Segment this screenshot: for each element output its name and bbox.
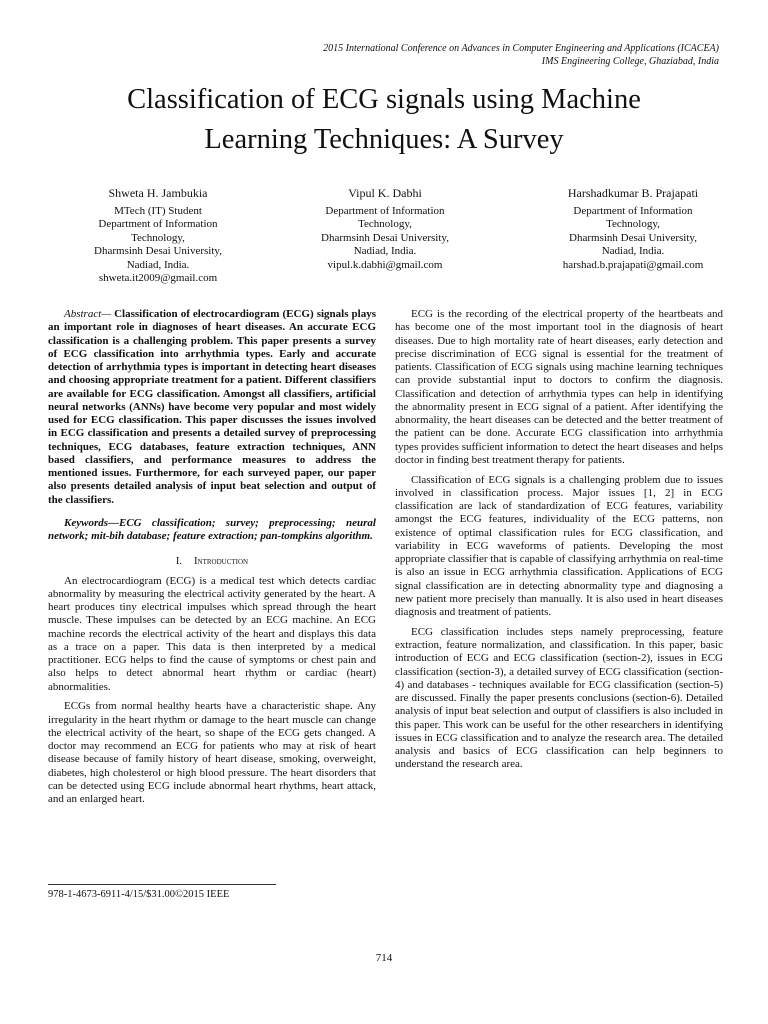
- author-2-name: Vipul K. Dabhi: [348, 186, 422, 200]
- abstract: [48, 308, 376, 507]
- author-3-affiliation-line: Department of Information: [573, 205, 693, 217]
- author-1-affiliation: [43, 205, 273, 285]
- keywords: Keywords—ECG classification; survey; preprocessing; neural network; mit-bih database; feature extraction; pan-tompkins algorithm.: [48, 516, 376, 542]
- abstract-label: Abstract—: [64, 308, 112, 320]
- intro-paragraph-2: ECGs from normal healthy hearts have a characteristic shape. Any irregularity in the heart rhythm or damage to the heart muscle can change the electrical activity of the heart, so shape of the ECG gets changed. A doctor may recommend an ECG for patients who may at risk of heart disease because of family history of heart disease, smoking, overweight, diabetes, high cholesterol or high blood pressure. The heart disorders that can be detected using ECG include abnormal heart rhythms, heart attack, and an enlarged heart.: [48, 700, 376, 805]
- author-1-affiliation-line: MTech (IT) Student: [114, 205, 202, 217]
- author-2-affiliation-line: Dharmsinh Desai University,: [321, 231, 449, 244]
- author-2-affiliation-line: Nadiad, India.: [353, 245, 417, 258]
- section-heading: [48, 555, 376, 568]
- author-3-affiliation: [518, 205, 748, 272]
- author-1-affiliation-line: Department of Information: [98, 218, 218, 231]
- section-title: Introduction: [194, 556, 249, 568]
- conference-name: 2015 International Conference on Advances in Computer Engineering and Applications (ICACEA): [323, 43, 719, 54]
- intro-paragraph-4: Classification of ECG signals is a challenging problem due to issues involved in classification process. Major issues [1, 2] in ECG classification are lack of standardization of ECG features, variability amongst the ECG features, individuality of the ECG patterns, non existence of optimal classification rules for ECG classification, and variability in ECG waveforms of patients. Developing the most appropriate classifier that is capable of classifying arrhythmia on real-time is also an issue in ECG arrhythmia classification. Applications of ECG signal classification are in detecting abnormality type and diagnosing a new patient more precisely than manually. It is also used in heart diseases diagnosis and treatment of patients.: [395, 473, 723, 618]
- page-number: 714: [375, 952, 393, 964]
- author-1-affiliation-line: Nadiad, India.: [126, 258, 190, 271]
- author-3-affiliation-line: Nadiad, India.: [601, 245, 665, 258]
- copyright-footnote: 978-1-4673-6911-4/15/$31.00©2015 IEEE: [48, 889, 230, 900]
- author-1-affiliation-line: Technology,: [131, 231, 185, 244]
- paper-title-line-1: Classification of ECG signals using Machine: [127, 84, 641, 115]
- author-1-email: shweta.it2009@gmail.com: [98, 272, 218, 285]
- paper-title-line-2: Learning Techniques: A Survey: [204, 124, 564, 155]
- intro-paragraph-5: ECG classification includes steps namely preprocessing, feature extraction, feature normalization, and classification. In this paper, basic introduction of ECG and ECG classification (section-2), issues in ECG classification (section-3), a detailed survey of ECG classification (section-4) and databases - techniques available for ECG classification (section-5) are discussed. Finally the paper presents conclusions (section-6). Detailed analysis of input beat selection and output of classifiers is also included in this paper. This work can be useful for the other researchers in identifying issues in ECG classification and to analyze the research area. The detailed analysis and basics of ECG classification can help beginners to understand the research area.: [395, 625, 723, 771]
- author-2-affiliation-line: Technology,: [358, 218, 412, 231]
- intro-paragraph-3: ECG is the recording of the electrical property of the heartbeats and has become one of the most important tool in the diagnosis of heart diseases. Due to high mortality rate of heart diseases, early detection and precise discrimination of ECG signal is essential for the treatment of patients. Classification of ECG signals using machine learning techniques can provide substantial input to doctors to confirm the diagnosis. Classification and detection of arrhythmia types can help in identifying the abnormality present in ECG signal of a patient. After identifying the abnormality, the heart diseases can be detected and the better treatment of the patient can be done. Accurate ECG classification into arrhythmia types provides sufficient information to detect the heart diseases and helps doctor in finding best treatment therapy for patients.: [395, 308, 723, 466]
- author-2-affiliation: [270, 205, 500, 272]
- right-column: [395, 308, 723, 778]
- author-3-affiliation-line: Technology,: [606, 218, 660, 231]
- author-3-affiliation-line: Dharmsinh Desai University,: [569, 231, 697, 244]
- author-2-affiliation-line: Department of Information: [325, 205, 445, 217]
- author-2-email: vipul.k.dabhi@gmail.com: [327, 258, 443, 271]
- author-1-name: Shweta H. Jambukia: [108, 186, 208, 200]
- abstract-text: Classification of electrocardiogram (ECG) signals plays an important role in diagnoses of heart diseases. An accurate ECG classification is a challenging problem. This paper presents a survey of ECG classification into arrhythmia types. Early and accurate detection of arrhythmia types is important in detecting heart diseases and choosing appropriate treatment for a patient. Different classifiers are available for ECG classification. Amongst all classifiers, artificial neural networks (ANNs) have become very popular and most widely used for ECG classification. This paper discusses the issues involved in ECG classification and presents a detailed survey of preprocessing techniques, ECG databases, feature extraction techniques, ANN based classifiers, and performance measures to address the mentioned issues. Furthermore, for each surveyed paper, our paper also presents detailed analysis of input beat selection and output of the classifiers.: [48, 308, 376, 506]
- author-3-name: Harshadkumar B. Prajapati: [567, 186, 699, 200]
- section-number: I.: [175, 556, 183, 568]
- intro-paragraph-1: An electrocardiogram (ECG) is a medical test which detects cardiac abnormality by measuring the electrical activity generated by the heart. A heart produces tiny electrical impulses which spread through the heart muscle. These impulses can be detected by an ECG machine. An ECG machine records the electrical activity of the heart and displays this data as a trace on a paper. This data is then interpreted by a medical practitioner. ECG helps to find the cause of symptoms or chest pain and also helps to detect abnormal heart rhythm or cardiac (heart) abnormalities.: [48, 574, 376, 693]
- author-3-email: harshad.b.prajapati@gmail.com: [562, 258, 704, 271]
- footnote-rule: [48, 884, 276, 885]
- author-1-affiliation-line: Dharmsinh Desai University,: [94, 245, 222, 258]
- left-column: [48, 308, 376, 813]
- conference-venue: IMS Engineering College, Ghaziabad, India: [541, 56, 719, 67]
